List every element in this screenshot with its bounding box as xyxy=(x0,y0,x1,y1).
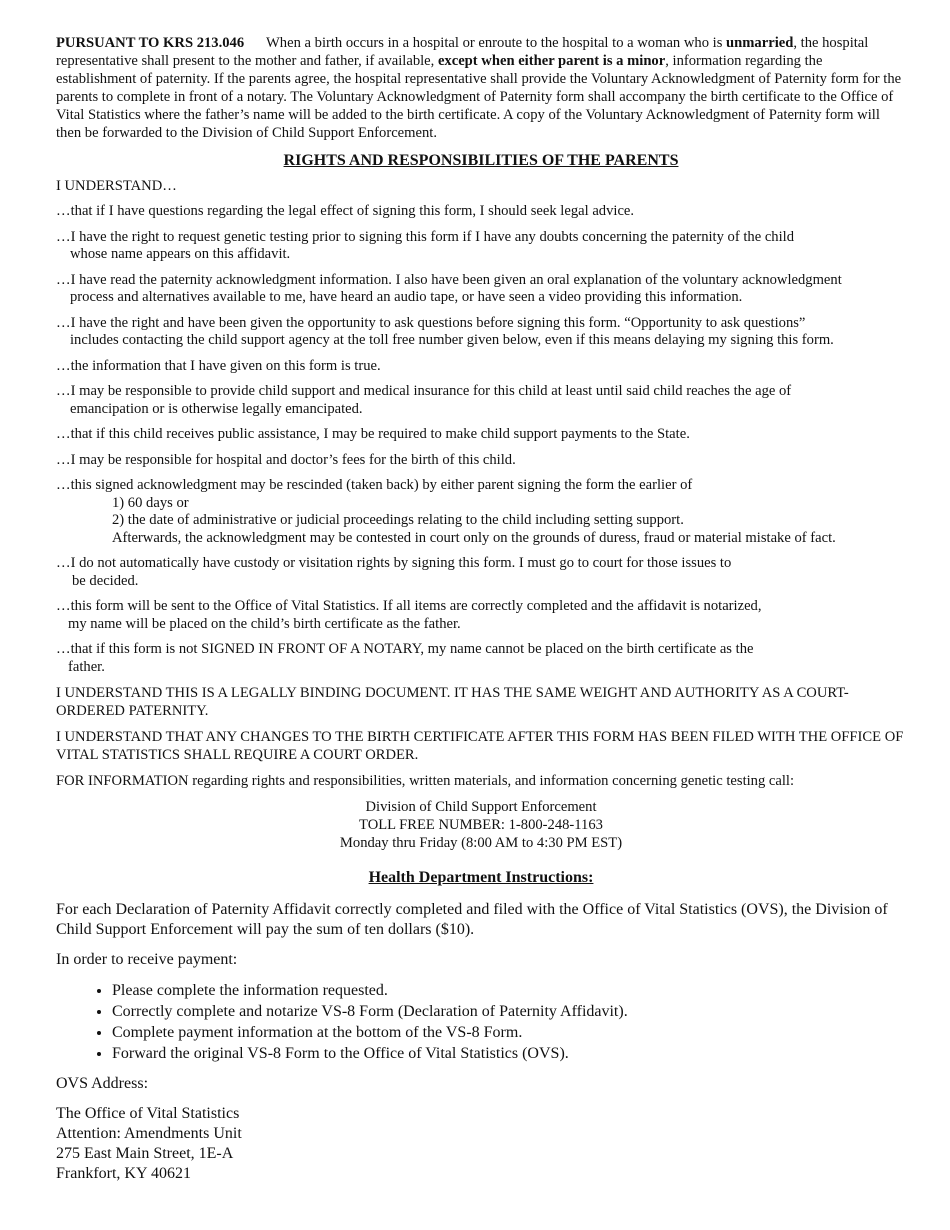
rights-item xyxy=(56,598,906,633)
item-continuation: process and alternatives available to me, have heard an audio tape, or have seen a video providing this information. xyxy=(70,289,743,305)
rescind-option-2: 2) the date of administrative or judicial proceedings relating to the child including setting support. xyxy=(112,512,684,528)
rescind-afterwards: Afterwards, the acknowledgment may be contested in court only on the grounds of duress, fraud or material mistake of fact. xyxy=(112,529,836,546)
intro-text-1: When a birth occurs in a hospital or enroute to the hospital to a woman who is xyxy=(266,35,727,51)
rights-item xyxy=(56,383,906,418)
item-line: …the information that I have given on this form is true. xyxy=(56,357,381,374)
payment-lead: In order to receive payment: xyxy=(56,951,238,968)
rights-item xyxy=(56,358,906,376)
changes-statement: I UNDERSTAND THAT ANY CHANGES TO THE BIRTH CERTIFICATE AFTER THIS FORM HAS BEEN FILED WITH THE OFFICE OF VITAL STATISTICS SHALL REQUIRE A COURT ORDER. xyxy=(56,729,904,763)
rescind-item xyxy=(56,477,906,547)
item-line: …I may be responsible to provide child support and medical insurance for this child at least until said child reaches the age of xyxy=(56,383,792,399)
ovs-address-label: OVS Address: xyxy=(56,1075,149,1092)
contact-hours: Monday thru Friday (8:00 AM to 4:30 PM EST) xyxy=(339,835,623,851)
item-continuation: father. xyxy=(68,658,105,675)
item-line: …this form will be sent to the Office of Vital Statistics. If all items are correctly completed and the affidavit is notarized, xyxy=(56,598,762,614)
health-title: Health Department Instructions: xyxy=(368,869,594,886)
address-line: 275 East Main Street, 1E-A xyxy=(56,1145,234,1162)
document-page xyxy=(56,34,906,1184)
item-continuation: my name will be placed on the child’s birth certificate as the father. xyxy=(68,615,461,632)
rights-item xyxy=(56,229,906,264)
item-line: …I do not automatically have custody or visitation rights by signing this form. I must go to court for those issues to xyxy=(56,555,732,571)
intro-text-2: , the hospital representative shall present to the mother and father, if available, xyxy=(56,35,869,69)
item-continuation: be decided. xyxy=(72,572,139,589)
info-line: FOR INFORMATION regarding rights and responsibilities, written materials, and information concerning genetic testing call: xyxy=(56,773,795,789)
rescind-option-1: 1) 60 days or xyxy=(112,494,189,511)
payment-steps xyxy=(56,980,906,1064)
intro-paragraph xyxy=(56,34,906,142)
list-item: • Correctly complete and notarize VS-8 Form (Declaration of Paternity Affidavit). xyxy=(112,1001,906,1022)
intro-bold-minor: except when either parent is a minor xyxy=(437,53,666,69)
item-line: …I have read the paternity acknowledgment information. I also have been given an oral explanation of the voluntary acknowledgment xyxy=(56,271,842,288)
item-continuation: whose name appears on this affidavit. xyxy=(70,246,291,262)
rescind-line: …this signed acknowledgment may be rescinded (taken back) by either parent signing the form the earlier of xyxy=(56,477,693,493)
contact-phone: TOLL FREE NUMBER: 1-800-248-1163 xyxy=(359,817,603,833)
list-item: • Forward the original VS-8 Form to the Office of Vital Statistics (OVS). xyxy=(112,1043,906,1064)
rights-item xyxy=(56,426,906,444)
item-line: …I have the right and have been given the opportunity to ask questions before signing this form. “Opportunity to ask questions” xyxy=(56,314,806,331)
address-line: Frankfort, KY 40621 xyxy=(56,1165,191,1182)
understand-lead: I UNDERSTAND… xyxy=(56,178,177,194)
intro-bold-unmarried: unmarried xyxy=(726,35,794,51)
contact-block xyxy=(56,798,906,852)
rights-item xyxy=(56,272,906,307)
contact-org: Division of Child Support Enforcement xyxy=(365,799,597,815)
address-line: The Office of Vital Statistics xyxy=(56,1105,240,1122)
item-line: …that if I have questions regarding the legal effect of signing this form, I should seek legal advice. xyxy=(56,203,635,219)
rights-item xyxy=(56,203,906,221)
ovs-address xyxy=(56,1104,906,1184)
address-line: Attention: Amendments Unit xyxy=(56,1125,242,1142)
health-paragraph: For each Declaration of Paternity Affidavit correctly completed and filed with the Office of Vital Statistics (OVS), the Division of Child Support Enforcement will pay the sum of ten dollars ($10). xyxy=(56,901,888,938)
item-line: …that if this child receives public assistance, I may be required to make child support payments to the State. xyxy=(56,426,690,442)
item-continuation: includes contacting the child support agency at the toll free number given below, even if this means delaying my signing this form. xyxy=(70,332,834,348)
item-line: …that if this form is not SIGNED IN FRONT OF A NOTARY, my name cannot be placed on the birth certificate as the xyxy=(56,641,754,657)
item-line: …I have the right to request genetic testing prior to signing this form if I have any doubts concerning the paternity of the child xyxy=(56,228,795,245)
rights-item xyxy=(56,641,906,676)
item-continuation: emancipation or is otherwise legally emancipated. xyxy=(70,400,363,417)
rights-title: RIGHTS AND RESPONSIBILITIES OF THE PARENTS xyxy=(283,152,679,169)
rights-item xyxy=(56,452,906,470)
item-line: …I may be responsible for hospital and doctor’s fees for the birth of this child. xyxy=(56,451,516,468)
list-item: • Please complete the information requested. xyxy=(112,980,906,1001)
rescind-options xyxy=(56,495,906,548)
intro-text-3: , information regarding the establishment of paternity. If the parents agree, the hospital representative shall provide the Voluntary Acknowledgment of Paternity form for the parents to complete in front of a notary. The Voluntary Acknowledgment of Paternity form shall accompany the birth certificate to the Office of Vital Statistics where the father’s name will be added to the birth certificate. A copy of the Voluntary Acknowledgment of Paternity form will then be forwarded to the Division of Child Support Enforcement. xyxy=(56,53,902,141)
rights-item xyxy=(56,315,906,350)
binding-statement: I UNDERSTAND THIS IS A LEGALLY BINDING DOCUMENT. IT HAS THE SAME WEIGHT AND AUTHORITY AS A COURT-ORDERED PATERNITY. xyxy=(56,685,849,719)
rights-item xyxy=(56,555,906,590)
statute-reference: PURSUANT TO KRS 213.046 xyxy=(56,35,245,51)
list-item: • Complete payment information at the bottom of the VS-8 Form. xyxy=(112,1022,906,1043)
rights-list xyxy=(56,203,906,676)
